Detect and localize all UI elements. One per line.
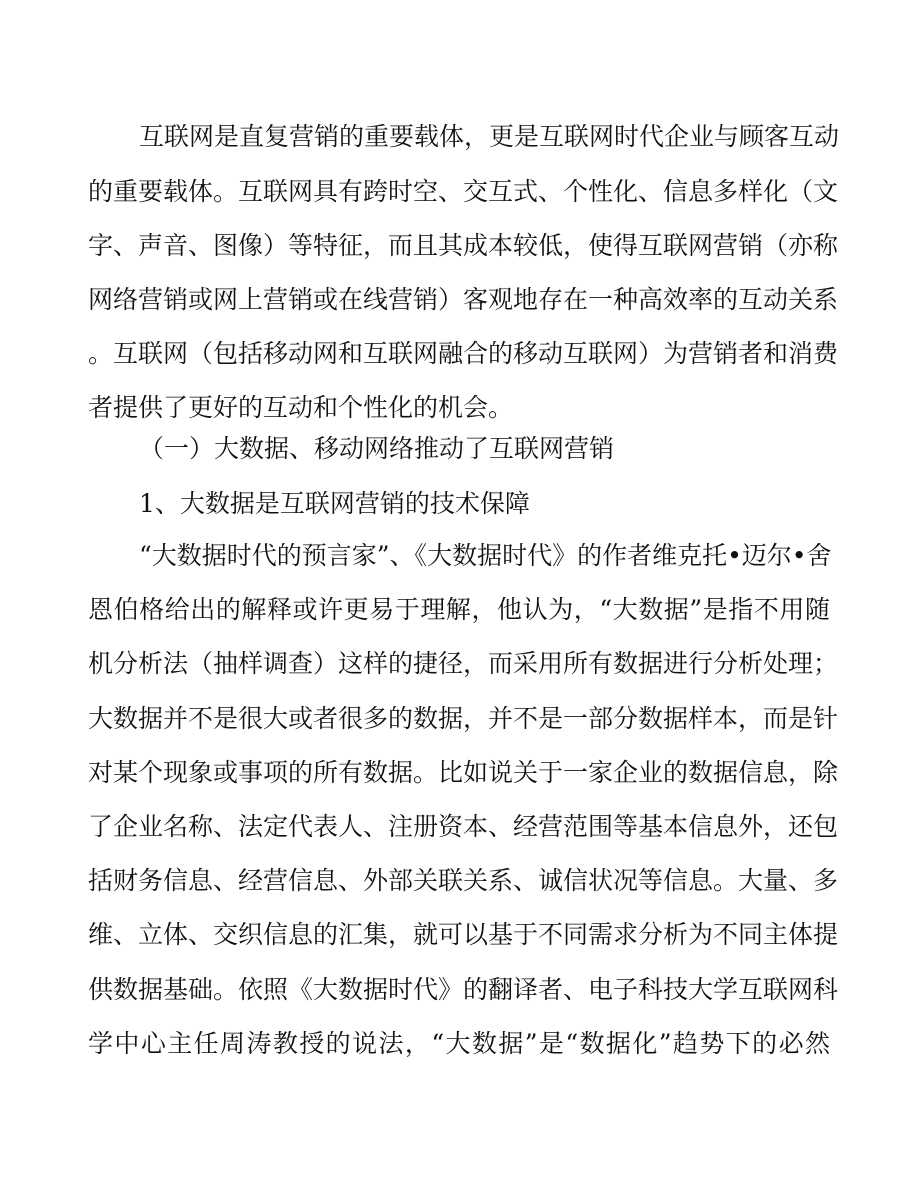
paragraph-2-line-3: 机分析法（抽样调查）这样的捷径，而采用所有数据进行分析处理；	[88, 649, 839, 678]
paragraph-2-line-7: 括财务信息、经营信息、外部关联关系、诚信状况等信息。大量、多	[88, 866, 839, 895]
paragraph-2-line-9: 供数据基础。依照《大数据时代》的翻译者、电子科技大学互联网科	[88, 975, 839, 1004]
paragraph-1-line-1: 互联网是直复营销的重要载体，更是互联网时代企业与顾客互动	[139, 122, 840, 151]
paragraph-2-line-5: 对某个现象或事项的所有数据。比如说关于一家企业的数据信息，除	[88, 758, 839, 787]
paragraph-2-line-2: 恩伯格给出的解释或许更易于理解，他认为，“大数据”是指不用随	[88, 595, 830, 624]
paragraph-2-line-1: “大数据时代的预言家”、《大数据时代》的作者维克托•迈尔•舍	[139, 541, 832, 570]
section-heading: （一）大数据、移动网络推动了互联网营销	[139, 434, 615, 463]
paragraph-2-line-6: 了企业名称、法定代表人、注册资本、经营范围等基本信息外，还包	[88, 812, 839, 841]
paragraph-1-line-3: 字、声音、图像）等特征，而且其成本较低，使得互联网营销（亦称	[88, 231, 839, 260]
paragraph-1-line-2: 的重要载体。互联网具有跨时空、交互式、个性化、信息多样化（文	[88, 177, 839, 206]
paragraph-1-line-6: 者提供了更好的互动和个性化的机会。	[88, 393, 514, 422]
paragraph-2-line-8: 维、立体、交织信息的汇集，就可以基于不同需求分析为不同主体提	[88, 920, 839, 949]
paragraph-2-line-10: 学中心主任周涛教授的说法，“大数据”是“数据化”趋势下的必然	[88, 1029, 830, 1058]
paragraph-2-line-4: 大数据并不是很大或者很多的数据，并不是一部分数据样本，而是针	[88, 704, 839, 733]
paragraph-1-line-4: 网络营销或网上营销或在线营销）客观地存在一种高效率的互动关系	[88, 285, 839, 314]
paragraph-1-line-5: 。互联网（包括移动网和互联网融合的移动互联网）为营销者和消费	[88, 339, 839, 368]
subsection-heading: 1、大数据是互联网营销的技术保障	[139, 489, 530, 518]
